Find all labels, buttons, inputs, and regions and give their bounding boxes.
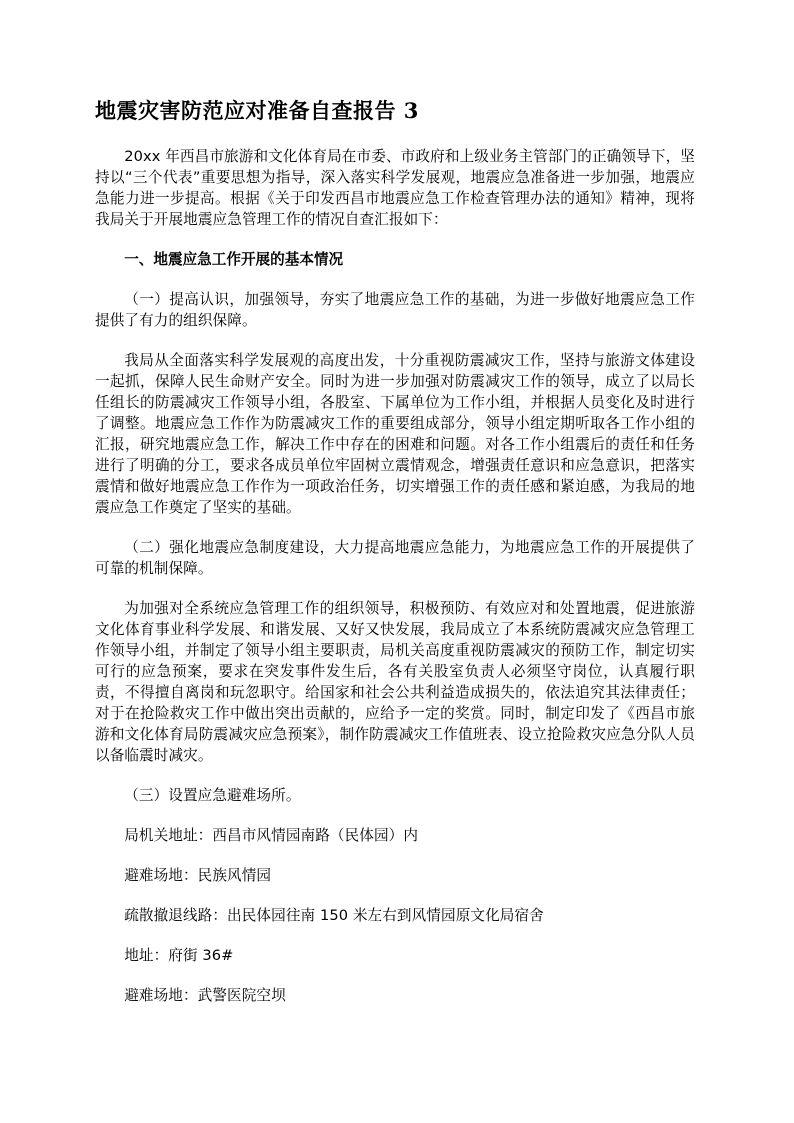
evacuation-route: 疏散撤退线路：出民体园往南 150 米左右到风情园原文化局宿舍 bbox=[124, 907, 544, 924]
subsection-heading-1: （一）提高认识，加强领导，夯实了地震应急工作的基础，为进一步做好地震应急工作提供了有力的组织保障。 bbox=[95, 291, 695, 329]
subsection-heading-3: （三）设置应急避难场所。 bbox=[124, 787, 301, 804]
document-page bbox=[95, 96, 695, 1025]
subsection-body-1: 我局从全面落实科学发展观的高度出发，十分重视防震减灾工作，坚持与旅游文体建设一起抓，保障人民生命财产安全。同时为进一步加强对防震减灾工作的领导，成立了以局长任组长的防震减灾工作领导小组，各股室、下属单位为工作小组，并根据人员变化及时进行了调整。地震应急工作作为防震减灾工作的重要组成部分，领导小组定期听取各工作小组的汇报，研究地震应急工作，解决工作中存在的困难和问题。对各工作小组震后的责任和任务进行了明确的分工，要求各成员单位牢固树立震情观念，增强责任意识和应急意识，把落实震情和做好地震应急工作作为一项政治任务，切实增强工作的责任感和紧迫感，为我局的地震应急工作奠定了坚实的基础。 bbox=[95, 352, 695, 516]
subsection-body-2: 为加强对全系统应急管理工作的组织领导，积极预防、有效应对和处置地震，促进旅游文化体育事业科学发展、和谐发展、又好又快发展，我局成立了本系统防震减灾应急管理工作领导小组，并制定了领导小组主要职责，局机关高度重视防震减灾的预防工作，制定切实可行的应急预案，要求在突发事件发生后，各有关股室负责人必须坚守岗位，认真履行职责，不得擅自离岗和玩忽职守。给国家和社会公共利益造成损失的，依法追究其法律责任；对于在抢险救灾工作中做出突出贡献的，应给予一定的奖赏。同时，制定印发了《西昌市旅游和文化体育局防震减灾应急预案》，制作防震减灾工作值班表、设立抢险救灾应急分队人员以备临震时减灾。 bbox=[95, 600, 695, 764]
intro-paragraph: 20xx 年西昌市旅游和文化体育局在市委、市政府和上级业务主管部门的正确领导下，坚持以“三个代表”重要思想为指导，深入落实科学发展观，地震应急准备进一步加强，地震应急能力进一步提高。根据《关于印发西昌市地震应急工作检查管理办法的通知》精神，现将我局关于开展地震应急管理工作的情况自查汇报如下： bbox=[95, 148, 695, 228]
section-heading-1: 一、地震应急工作开展的基本情况 bbox=[124, 251, 344, 268]
office-address: 局机关地址：西昌市风情园南路（民体园）内 bbox=[124, 827, 419, 844]
address-2: 地址：府街 36# bbox=[124, 947, 234, 964]
subsection-heading-2: （二）强化地震应急制度建设，大力提高地震应急能力，为地震应急工作的开展提供了可靠的机制保障。 bbox=[95, 539, 695, 577]
document-title: 地震灾害防范应对准备自查报告 3 bbox=[95, 98, 419, 123]
shelter-site-1: 避难场地：民族风情园 bbox=[124, 867, 272, 884]
shelter-site-2: 避难场地：武警医院空坝 bbox=[124, 987, 286, 1004]
